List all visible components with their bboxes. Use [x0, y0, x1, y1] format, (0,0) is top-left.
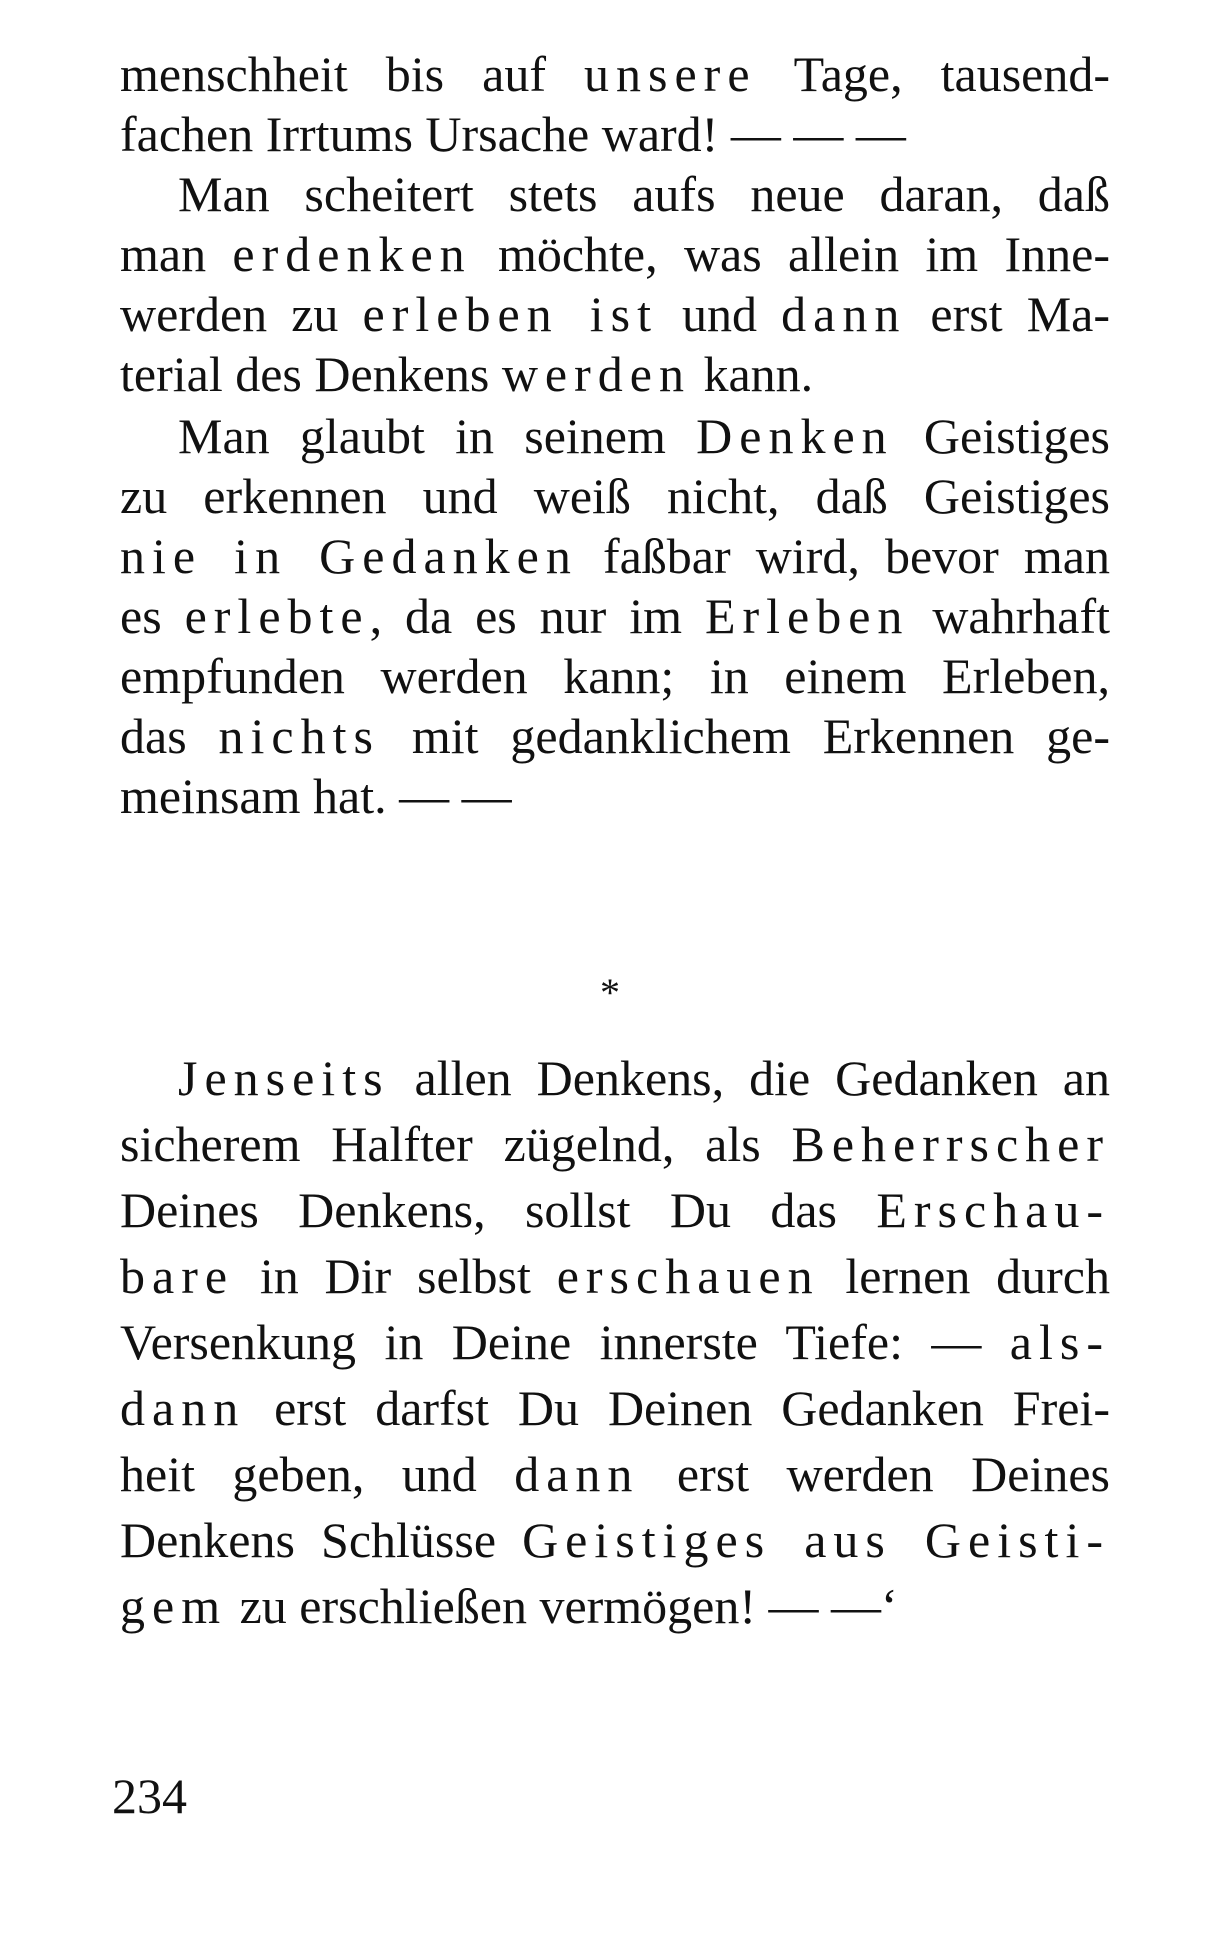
text-line: sicherem Halfter zügelnd, als Beherrscher [120, 1116, 1110, 1172]
text-line: terial des Denkens werden kann. [120, 346, 814, 402]
text-line: das nichts mit gedanklichem Erkennen ge- [120, 708, 1110, 764]
text-line: Versenkung in Deine innerste Tiefe: — als- [120, 1314, 1110, 1370]
text-line: es erlebte, da es nur im Erleben wahrhaft [120, 588, 1111, 644]
text-line: dann erst darfst Du Deinen Gedanken Frei- [120, 1380, 1110, 1436]
text-line: fachen Irrtums Ursache ward! — — — [120, 106, 906, 162]
text-line: bare in Dir selbst erschauen lernen durch [120, 1248, 1110, 1304]
text-line: Man glaubt in seinem Denken Geistiges [178, 408, 1110, 464]
text-line: zu erkennen und weiß nicht, daß Geistiges [120, 468, 1110, 524]
text-line: empfunden werden kann; in einem Erleben, [120, 648, 1110, 704]
text-line: Denkens Schlüsse Geistiges aus Geisti- [120, 1512, 1110, 1568]
page-number: 234 [112, 1768, 187, 1824]
text-line: man erdenken möchte, was allein im Inne- [120, 226, 1110, 282]
section-separator: * [600, 970, 620, 1015]
text-line: Man scheitert stets aufs neue daran, daß [178, 166, 1110, 222]
text-line: nie in Gedanken faßbar wird, bevor man [120, 528, 1110, 584]
text-line: gem zu erschließen vermögen! — —‘ [120, 1578, 898, 1634]
text-line: menschheit bis auf unsere Tage, tausend- [120, 46, 1111, 102]
text-line: Jenseits allen Denkens, die Gedanken an [178, 1050, 1110, 1106]
text-line: werden zu erleben ist und dann erst Ma- [120, 286, 1111, 342]
text-line: Deines Denkens, sollst Du das Erschau- [120, 1182, 1110, 1238]
text-line: meinsam hat. — — [120, 768, 512, 824]
text-line: heit geben, und dann erst werden Deines [120, 1446, 1110, 1502]
